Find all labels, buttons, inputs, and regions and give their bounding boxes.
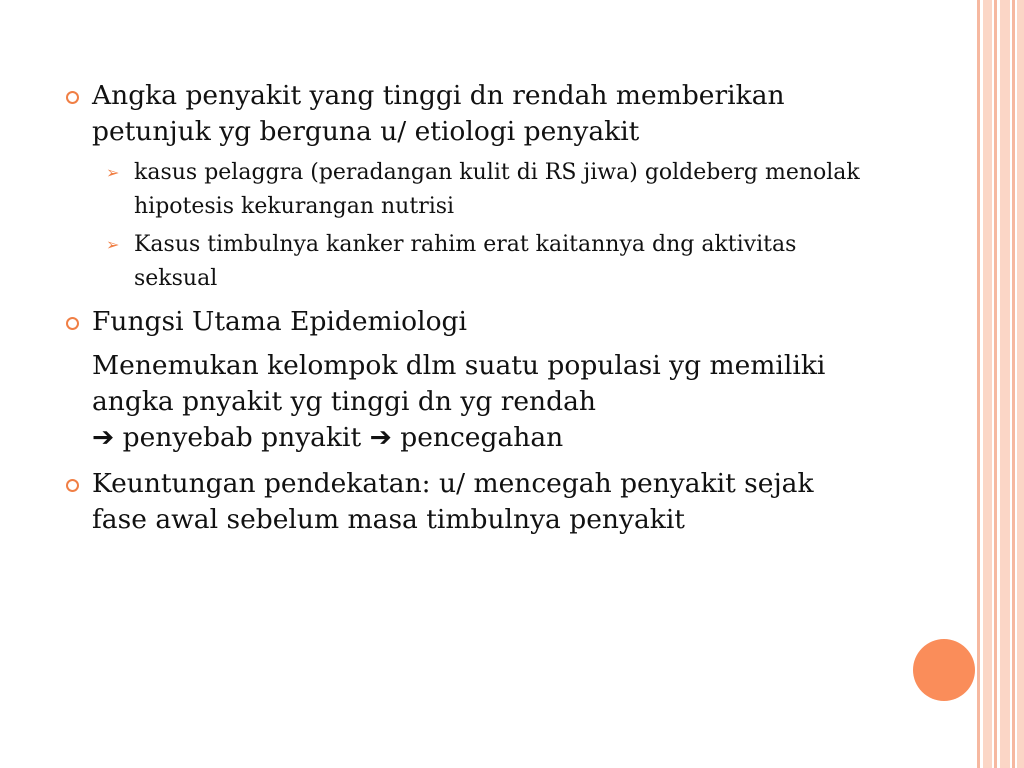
bullet-text: Fungsi Utama Epidemiologi xyxy=(92,306,467,337)
sub-bullet-text: kasus pelaggra (peradangan kulit di RS jiwa) goldeberg menolak hipotesis kekurangan nutrisi xyxy=(134,160,860,219)
sub-bullet-item xyxy=(66,156,866,224)
right-arrow-icon: ➔ xyxy=(369,422,392,453)
arrow-bullet-icon: ➢ xyxy=(106,163,120,182)
decor-stripe xyxy=(1000,0,1010,768)
decor-stripe xyxy=(994,0,997,768)
bullet-text: Angka penyakit yang tinggi dn rendah memberikan petunjuk yg berguna u/ etiologi penyakit xyxy=(92,80,785,147)
decor-stripe xyxy=(977,0,980,768)
decor-stripe xyxy=(1012,0,1015,768)
circle-bullet-icon xyxy=(66,91,79,104)
bullet-text: Keuntungan pendekatan: u/ mencegah penyakit sejak fase awal sebelum masa timbulnya penyakit xyxy=(92,468,814,535)
bullet-item xyxy=(66,78,866,150)
bullet-item xyxy=(66,304,866,340)
paragraph-text: pencegahan xyxy=(400,422,564,453)
paragraph-text: penyebab pnyakit xyxy=(122,422,362,453)
decor-stripe xyxy=(983,0,992,768)
decor-stripe xyxy=(1017,0,1024,768)
circle-bullet-icon xyxy=(66,479,79,492)
slide-content xyxy=(66,78,866,548)
paragraph-text: Menemukan kelompok dlm suatu populasi yg memiliki angka pnyakit yg tinggi dn yg rendah xyxy=(92,350,826,417)
bullet-item xyxy=(66,466,866,538)
decor-circle xyxy=(913,639,975,701)
right-arrow-icon: ➔ xyxy=(92,422,115,453)
continuation-paragraph xyxy=(66,348,866,456)
sub-bullet-text: Kasus timbulnya kanker rahim erat kaitannya dng aktivitas seksual xyxy=(134,232,797,291)
sub-bullet-item xyxy=(66,228,866,296)
arrow-bullet-icon: ➢ xyxy=(106,235,120,254)
circle-bullet-icon xyxy=(66,317,79,330)
